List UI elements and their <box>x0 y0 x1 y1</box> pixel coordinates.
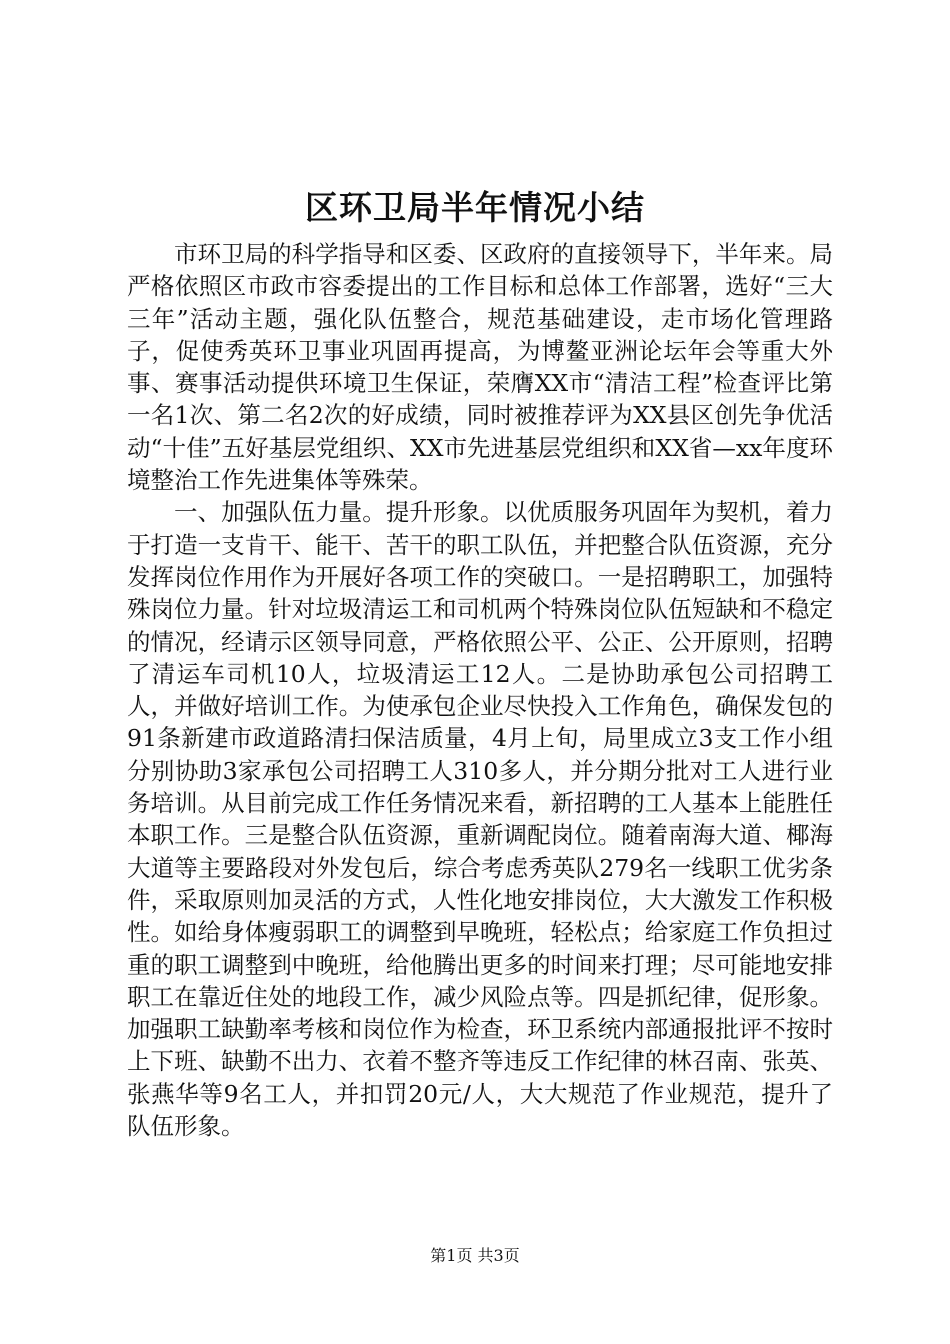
paragraph-intro: 市环卫局的科学指导和区委、区政府的直接领导下，半年来。局严格依照区市政市容委提出的工作目标和总体工作部署，选好“三大三年”活动主题，强化队伍整合，规范基础建设，走市场化管理路子，促使秀英环卫事业巩固再提高，为博鳌亚洲论坛年会等重大外事、赛事活动提供环境卫生保证，荣膺XX市“清洁工程”检查评比第一名1次、第二名2次的好成绩，同时被推荐评为XX县区创先争优活动“十佳”五好基层党组织、XX市先进基层党组织和XX省—xx年度环境整治工作先进集体等殊荣。 <box>127 240 833 495</box>
page-number: 第1页 共3页 <box>430 1246 520 1265</box>
document-title: 区环卫局半年情况小结 <box>305 188 645 227</box>
paragraph-section-one: 一、加强队伍力量。提升形象。以优质服务巩固年为契机，着力于打造一支肯干、能干、苦干的职工队伍，并把整合队伍资源，充分发挥岗位作用作为开展好各项工作的突破口。一是招聘职工，加强特殊岗位力量。针对垃圾清运工和司机两个特殊岗位队伍短缺和不稳定的情况，经请示区领导同意，严格依照公平、公正、公开原则，招聘了清运车司机10人，垃圾清运工12人。二是协助承包公司招聘工人，并做好培训工作。为使承包企业尽快投入工作角色，确保发包的91条新建市政道路清扫保洁质量，4月上旬，局里成立3支工作小组分别协助3家承包公司招聘工人310多人，并分期分批对工人进行业务培训。从目前完成工作任务情况来看，新招聘的工人基本上能胜任本职工作。三是整合队伍资源，重新调配岗位。随着南海大道、椰海大道等主要路段对外发包后，综合考虑秀英队279名一线职工优劣条件，采取原则加灵活的方式，人性化地安排岗位，大大激发工作积极性。如给身体瘦弱职工的调整到早晚班，轻松点；给家庭工作负担过重的职工调整到中晚班，给他腾出更多的时间来打理；尽可能地安排职工在靠近住处的地段工作，减少风险点等。四是抓纪律，促形象。加强职工缺勤率考核和岗位作为检查，环卫系统内部通报批评不按时上下班、缺勤不出力、衣着不整齐等违反工作纪律的林召南、张英、张燕华等9名工人，并扣罚20元/人，大大规范了作业规范，提升了队伍形象。 <box>127 498 833 1141</box>
document-body <box>127 238 833 1142</box>
